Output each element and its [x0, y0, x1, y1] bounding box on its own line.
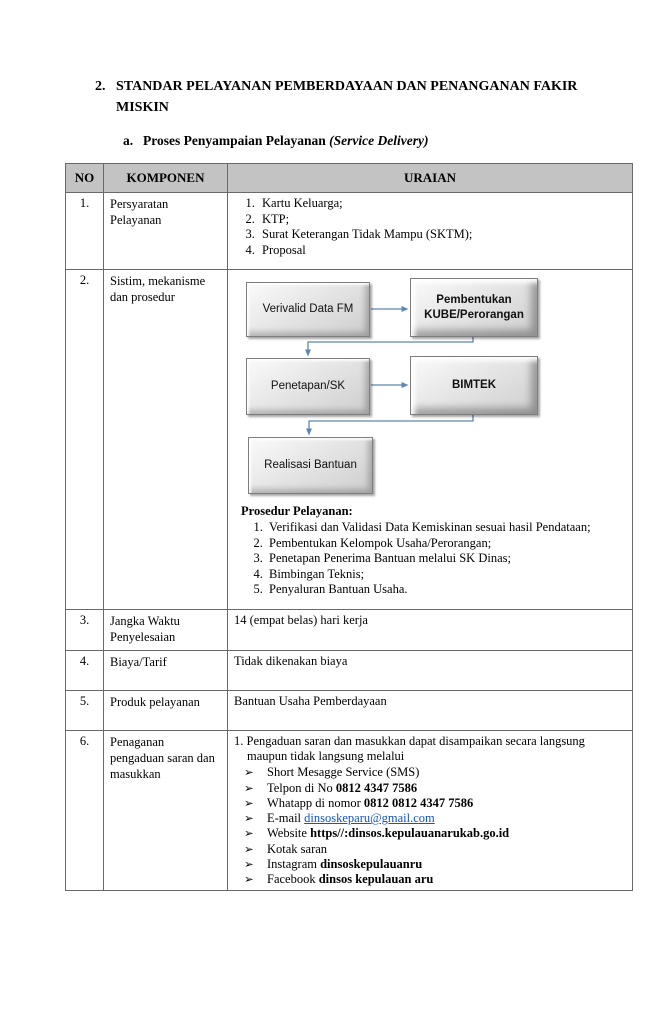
list-item: 5. Penyaluran Bantuan Usaha. — [266, 582, 618, 598]
channel-item-facebook — [244, 872, 626, 887]
persyaratan-list — [234, 196, 626, 258]
row-number: 3. — [66, 609, 104, 650]
arrow-bullet-icon: ➢ — [244, 828, 254, 841]
prosedur-list — [241, 520, 618, 598]
list-item: 2. Pembentukan Kelompok Usaha/Perorangan; — [266, 536, 618, 552]
row-number: 6. — [66, 730, 104, 891]
uraian-cell: 14 (empat belas) hari kerja — [228, 609, 633, 650]
channel-text: Telpon di No 0812 4347 7586 — [267, 780, 418, 795]
subsection-title-italic: (Service Delivery) — [329, 133, 429, 148]
arrow-bullet-icon: ➢ — [244, 858, 254, 871]
section-title: STANDAR PELAYANAN PEMBERDAYAAN DAN PENANGANAN FAKIR MISKIN — [116, 79, 578, 115]
prosedur-block — [234, 501, 626, 606]
table-row-biaya — [66, 650, 633, 690]
channel-item-kotak-saran — [244, 842, 626, 857]
subsection-heading — [123, 133, 667, 149]
flow-box-pembentukan: Pembentukan KUBE/Perorangan — [410, 278, 538, 337]
procedure-flowchart — [234, 273, 639, 501]
komponen-cell: Produk pelayanan — [104, 690, 228, 730]
header-cell-no: NO — [66, 164, 104, 193]
row-number: 4. — [66, 650, 104, 690]
subsection-letter: a. — [123, 133, 134, 148]
row-number: 5. — [66, 690, 104, 730]
flow-box-realisasi: Realisasi Bantuan — [248, 437, 373, 494]
flow-box-penetapan: Penetapan/SK — [246, 358, 370, 415]
channel-text: Kotak saran — [267, 841, 328, 856]
channel-item-instagram — [244, 857, 626, 872]
list-item: 1. Kartu Keluarga; — [258, 196, 626, 212]
section-number: 2. — [95, 79, 106, 94]
komponen-cell: Jangka Waktu Penyelesaian — [104, 609, 228, 650]
table-row-persyaratan — [66, 193, 633, 270]
arrow-bullet-icon: ➢ — [244, 874, 254, 887]
row-number: 2. — [66, 270, 104, 610]
komponen-cell: Penaganan pengaduan saran dan masukkan — [104, 730, 228, 891]
subsection-title: Proses Penyampaian Pelayanan (Service Delivery) — [143, 133, 429, 148]
uraian-cell — [228, 193, 633, 270]
channel-text: Facebook dinsos kepulauan aru — [267, 872, 434, 887]
prosedur-heading: Prosedur Pelayanan: — [241, 504, 353, 519]
arrow-bullet-icon: ➢ — [244, 813, 254, 826]
pengaduan-intro: 1. Pengaduan saran dan masukkan dapat disampaikan secara langsung maupun tidak langsung melalui — [234, 733, 585, 764]
list-item: 4. Bimbingan Teknis; — [266, 567, 618, 583]
channel-item-email — [244, 811, 626, 826]
list-item: 3. Surat Keterangan Tidak Mampu (SKTM); — [258, 227, 626, 243]
service-standard-table — [65, 163, 633, 891]
uraian-cell: Bantuan Usaha Pemberdayaan — [228, 690, 633, 730]
channel-text: Whatapp di nomor 0812 0812 4347 7586 — [267, 795, 474, 810]
uraian-cell: Tidak dikenakan biaya — [228, 650, 633, 690]
table-header-row — [66, 164, 633, 193]
channel-text: Instagram dinsoskepulauanru — [267, 856, 423, 871]
channel-item-telpon — [244, 781, 626, 796]
list-item: 1. Verifikasi dan Validasi Data Kemiskinan sesuai hasil Pendataan; — [266, 520, 618, 536]
komponen-cell: Sistim, mekanisme dan prosedur — [104, 270, 228, 610]
channel-item-whatsapp — [244, 796, 626, 811]
header-cell-komponen: KOMPONEN — [104, 164, 228, 193]
arrow-bullet-icon: ➢ — [244, 782, 254, 795]
list-item: 2. KTP; — [258, 212, 626, 228]
flow-box-verivalid: Verivalid Data FM — [246, 282, 370, 337]
channel-text: Short Mesagge Service (SMS) — [267, 765, 420, 780]
komponen-cell: Biaya/Tarif — [104, 650, 228, 690]
table-row-pengaduan — [66, 730, 633, 891]
uraian-cell — [228, 730, 633, 891]
channel-item-website — [244, 826, 626, 841]
row-number: 1. — [66, 193, 104, 270]
channel-item-sms — [244, 765, 626, 780]
list-item: 4. Proposal — [258, 243, 626, 259]
table-row-jangka-waktu — [66, 609, 633, 650]
uraian-cell — [228, 270, 633, 610]
komponen-cell: Persyaratan Pelayanan — [104, 193, 228, 270]
channel-text: E-mail dinsoskeparu@gmail.com — [267, 811, 435, 826]
arrow-bullet-icon: ➢ — [244, 797, 254, 810]
channel-list — [244, 765, 626, 887]
section-heading — [95, 76, 667, 118]
flow-box-bimtek: BIMTEK — [410, 356, 538, 415]
list-item: 3. Penetapan Penerima Bantuan melalui SK Dinas; — [266, 551, 618, 567]
arrow-bullet-icon: ➢ — [244, 843, 254, 856]
channel-text: Website https//:dinsos.kepulauanarukab.go.id — [267, 826, 510, 841]
header-cell-uraian: URAIAN — [228, 164, 633, 193]
email-link[interactable]: dinsoskeparu@gmail.com — [304, 811, 435, 826]
arrow-elbow-2 — [309, 414, 473, 429]
table-row-prosedur — [66, 270, 633, 610]
table-row-produk — [66, 690, 633, 730]
arrow-bullet-icon: ➢ — [244, 767, 254, 780]
arrow-elbow-1 — [308, 335, 473, 350]
